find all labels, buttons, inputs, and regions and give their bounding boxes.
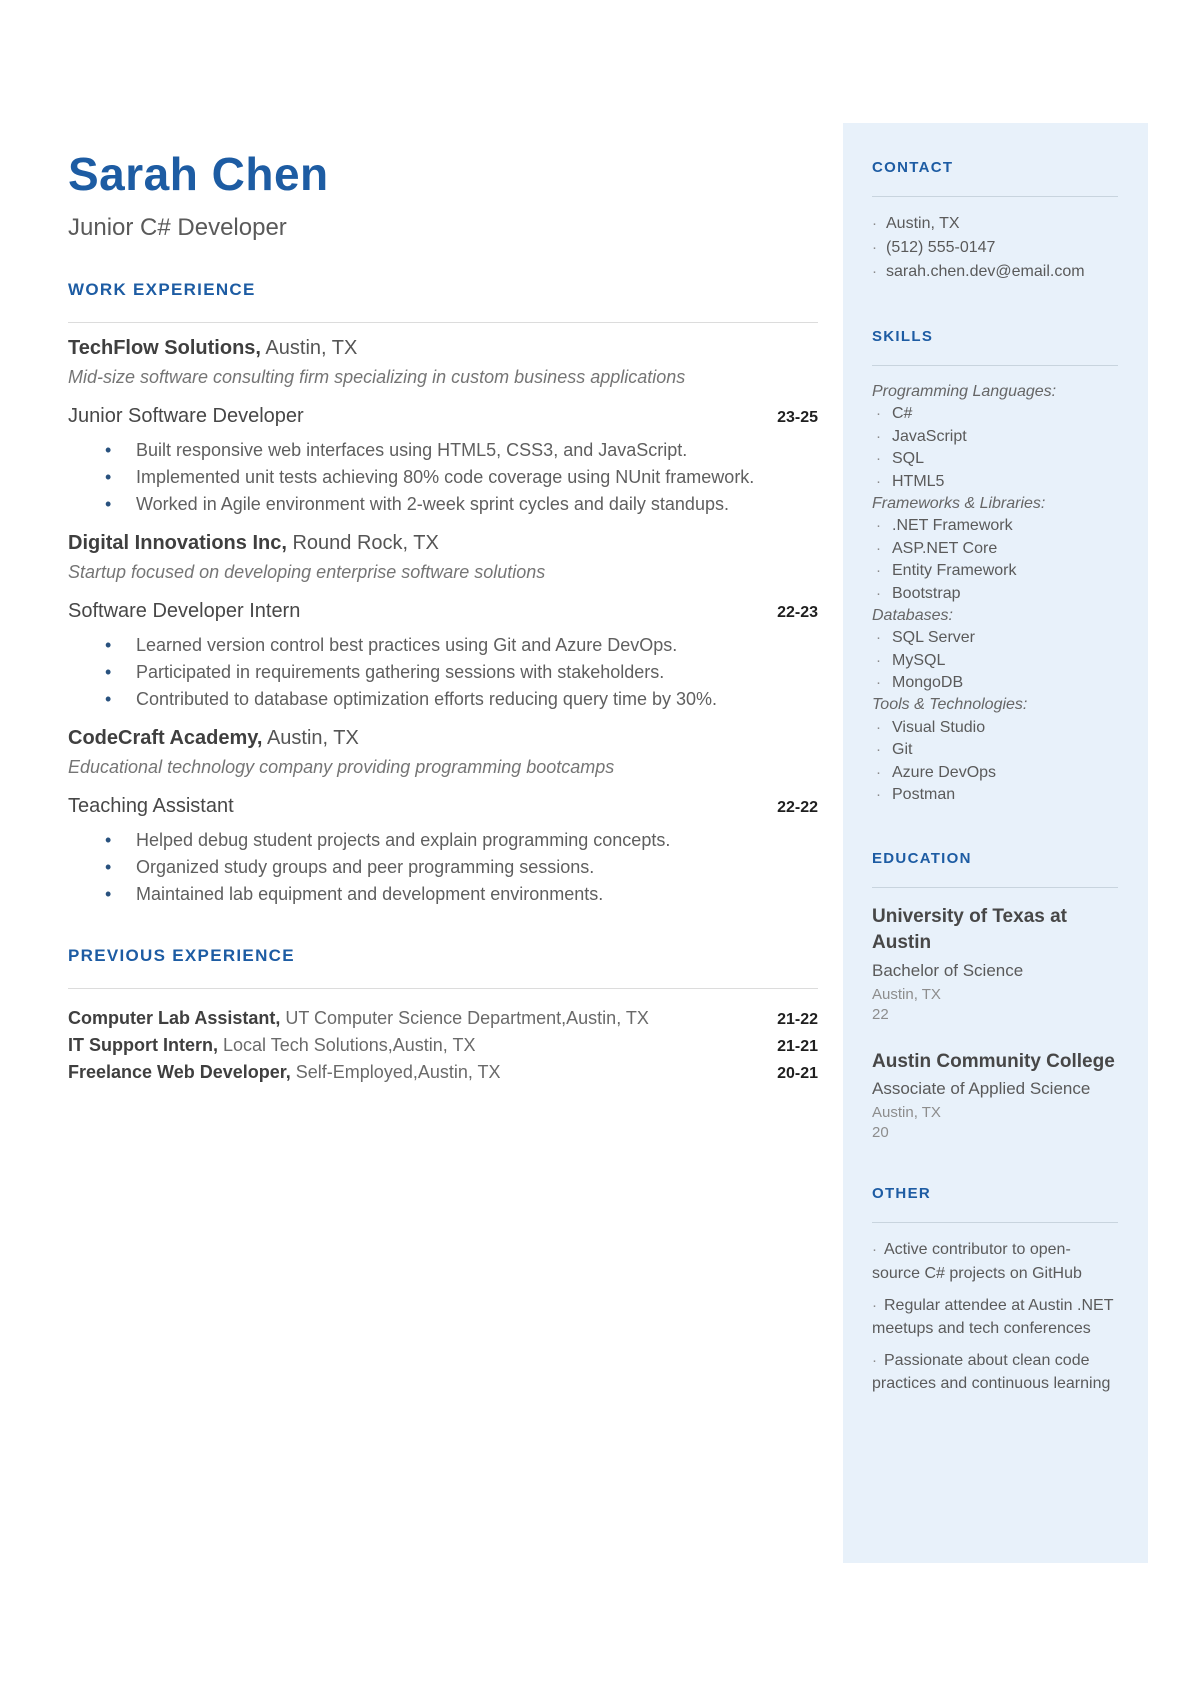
- school-year: 20: [872, 1124, 889, 1142]
- role-bullet: • Built responsive web interfaces using HTML5, CSS3, and JavaScript.: [136, 437, 756, 464]
- company-name: CodeCraft Academy,: [68, 727, 263, 750]
- role-bullet: • Learned version control best practices using Git and Azure DevOps.: [136, 632, 756, 659]
- skill-group-label: Tools & Technologies:: [872, 696, 1028, 714]
- work-experience-heading: WORK EXPERIENCE: [68, 280, 256, 300]
- role-bullet: • Implemented unit tests achieving 80% code coverage using NUnit framework.: [136, 464, 756, 491]
- resume-main-column: [68, 0, 818, 1086]
- bullet-dot-icon: ·: [872, 1352, 877, 1370]
- school-location: Austin, TX: [872, 985, 941, 1003]
- sidebar-divider: [872, 365, 1118, 366]
- company-location: Austin, TX: [262, 727, 359, 750]
- role-row: [68, 795, 818, 818]
- role-bullet: • Participated in requirements gathering sessions with stakeholders.: [136, 659, 756, 686]
- other-item: · Regular attendee at Austin .NET meetups and tech conferences: [872, 1296, 1114, 1337]
- previous-experience-row: [68, 1059, 818, 1086]
- other-list: [872, 1238, 1118, 1395]
- company-line: [68, 337, 818, 360]
- previous-role-dates: 21-21: [777, 1038, 818, 1056]
- role-row: [68, 600, 818, 623]
- resume-sidebar: [843, 123, 1148, 1563]
- bullet-dot-icon: ·: [876, 517, 881, 535]
- company-location: Round Rock, TX: [286, 532, 439, 555]
- role-dates: 23-25: [777, 409, 818, 427]
- role-title: Junior Software Developer: [68, 405, 304, 428]
- bullet-dot-icon: ·: [876, 651, 881, 669]
- skill-group-label: Frameworks & Libraries:: [872, 494, 1046, 512]
- bullet-dot-icon: ·: [872, 263, 877, 280]
- role-dates: 22-23: [777, 604, 818, 622]
- bullet-dot-icon: ·: [876, 427, 881, 445]
- bullet-dot-icon: ·: [876, 718, 881, 736]
- other-heading: OTHER: [872, 1185, 931, 1203]
- role-row: [68, 405, 818, 428]
- previous-experience-heading: PREVIOUS EXPERIENCE: [68, 946, 295, 966]
- contact-item-phone: · (512) 555-0147: [872, 239, 996, 256]
- previous-role-text: [68, 1032, 475, 1059]
- company-name: TechFlow Solutions,: [68, 337, 261, 360]
- previous-role-text: [68, 1005, 649, 1032]
- role-bullet: • Contributed to database optimization efforts reducing query time by 30%.: [136, 686, 756, 713]
- school-name: University of Texas at Austin: [872, 906, 1068, 954]
- skill-item: · JavaScript: [876, 427, 967, 445]
- bullet-dot-icon: ·: [876, 584, 881, 602]
- bullet-dot-icon: ·: [876, 562, 881, 580]
- contact-item-location: · Austin, TX: [872, 215, 960, 232]
- candidate-name: Sarah Chen: [68, 148, 329, 200]
- contact-heading: CONTACT: [872, 159, 954, 176]
- role-bullet: • Worked in Agile environment with 2-week sprint cycles and daily standups.: [136, 491, 756, 518]
- bullet-dot-icon: ·: [876, 539, 881, 557]
- skill-item: · ASP.NET Core: [876, 539, 998, 557]
- job-entry: [68, 337, 818, 518]
- skill-item: · SQL: [876, 450, 925, 468]
- role-bullet-list: [68, 632, 818, 713]
- section-divider: [68, 322, 818, 323]
- role-title: Teaching Assistant: [68, 795, 234, 818]
- school-degree: Associate of Applied Science: [872, 1079, 1091, 1099]
- skill-group-label: Databases:: [872, 606, 953, 624]
- role-bullet: • Maintained lab equipment and development environments.: [136, 881, 756, 908]
- role-bullet-list: [68, 437, 818, 518]
- school-name: Austin Community College: [872, 1050, 1115, 1072]
- previous-role-dates: 21-22: [777, 1011, 818, 1029]
- company-description: Mid-size software consulting firm specializing in custom business applications: [68, 367, 686, 388]
- role-bullet: • Helped debug student projects and explain programming concepts.: [136, 827, 756, 854]
- bullet-dot-icon: ·: [872, 239, 877, 256]
- company-line: [68, 532, 818, 555]
- education-entry: [872, 904, 1118, 1022]
- previous-role-text: [68, 1059, 501, 1086]
- bullet-dot-icon: ·: [876, 763, 881, 781]
- previous-experience-row: [68, 1032, 818, 1059]
- skill-item: · Bootstrap: [876, 584, 961, 602]
- contact-item-email: · sarah.chen.dev@email.com: [872, 263, 1085, 280]
- skill-item: · HTML5: [876, 472, 945, 490]
- role-dates: 22-22: [777, 799, 818, 817]
- company-description: Educational technology company providing programming bootcamps: [68, 757, 615, 778]
- previous-role-dates: 20-21: [777, 1065, 818, 1083]
- skill-item: · SQL Server: [876, 629, 975, 647]
- previous-role-title: IT Support Intern,: [68, 1035, 218, 1056]
- previous-role-title: Freelance Web Developer,: [68, 1062, 291, 1083]
- candidate-job-title: Junior C# Developer: [68, 214, 287, 242]
- skill-group-label: Programming Languages:: [872, 383, 1057, 400]
- skill-item: · Postman: [876, 786, 956, 804]
- skill-item: · MySQL: [876, 651, 946, 669]
- skill-item: · Entity Framework: [876, 562, 1017, 580]
- school-degree: Bachelor of Science: [872, 960, 1024, 980]
- contact-list: [872, 212, 1118, 284]
- company-name: Digital Innovations Inc,: [68, 532, 287, 555]
- skills-heading: SKILLS: [872, 328, 934, 345]
- previous-role-detail: Local Tech Solutions,Austin, TX: [218, 1035, 476, 1056]
- role-bullet: • Organized study groups and peer programming sessions.: [136, 854, 756, 881]
- bullet-dot-icon: ·: [876, 629, 881, 647]
- bullet-dot-icon: ·: [876, 405, 881, 423]
- skill-item: · .NET Framework: [876, 517, 1013, 535]
- skills-list: [872, 381, 1118, 806]
- bullet-dot-icon: ·: [876, 472, 881, 490]
- education-heading: EDUCATION: [872, 850, 972, 868]
- sidebar-divider: [872, 1222, 1118, 1223]
- role-title: Software Developer Intern: [68, 600, 301, 623]
- previous-role-detail: Self-Employed,Austin, TX: [290, 1062, 501, 1083]
- bullet-dot-icon: ·: [872, 1296, 877, 1314]
- bullet-dot-icon: ·: [876, 450, 881, 468]
- other-item: · Passionate about clean code practices and continuous learning: [872, 1352, 1111, 1393]
- bullet-dot-icon: ·: [872, 1241, 877, 1259]
- company-line: [68, 727, 818, 750]
- previous-role-detail: UT Computer Science Department,Austin, TX: [280, 1008, 649, 1029]
- skill-item: · Visual Studio: [876, 718, 986, 736]
- company-description: Startup focused on developing enterprise software solutions: [68, 562, 546, 583]
- bullet-dot-icon: ·: [876, 786, 881, 804]
- school-location: Austin, TX: [872, 1104, 941, 1122]
- sidebar-divider: [872, 887, 1118, 888]
- other-item: · Active contributor to open-source C# projects on GitHub: [872, 1241, 1082, 1282]
- section-divider: [68, 988, 818, 989]
- job-entry: [68, 532, 818, 713]
- previous-experience-list: [68, 1005, 818, 1086]
- skill-item: · Azure DevOps: [876, 763, 997, 781]
- skill-item: · MongoDB: [876, 674, 964, 692]
- bullet-dot-icon: ·: [876, 674, 881, 692]
- bullet-dot-icon: ·: [876, 741, 881, 759]
- previous-role-title: Computer Lab Assistant,: [68, 1008, 281, 1029]
- skill-item: · C#: [876, 405, 913, 423]
- education-entry: [872, 1049, 1118, 1142]
- skill-item: · Git: [876, 741, 913, 759]
- school-year: 22: [872, 1005, 889, 1023]
- company-location: Austin, TX: [260, 337, 358, 360]
- role-bullet-list: [68, 827, 818, 908]
- job-entry: [68, 727, 818, 908]
- sidebar-divider: [872, 196, 1118, 197]
- previous-experience-row: [68, 1005, 818, 1032]
- bullet-dot-icon: ·: [872, 215, 877, 232]
